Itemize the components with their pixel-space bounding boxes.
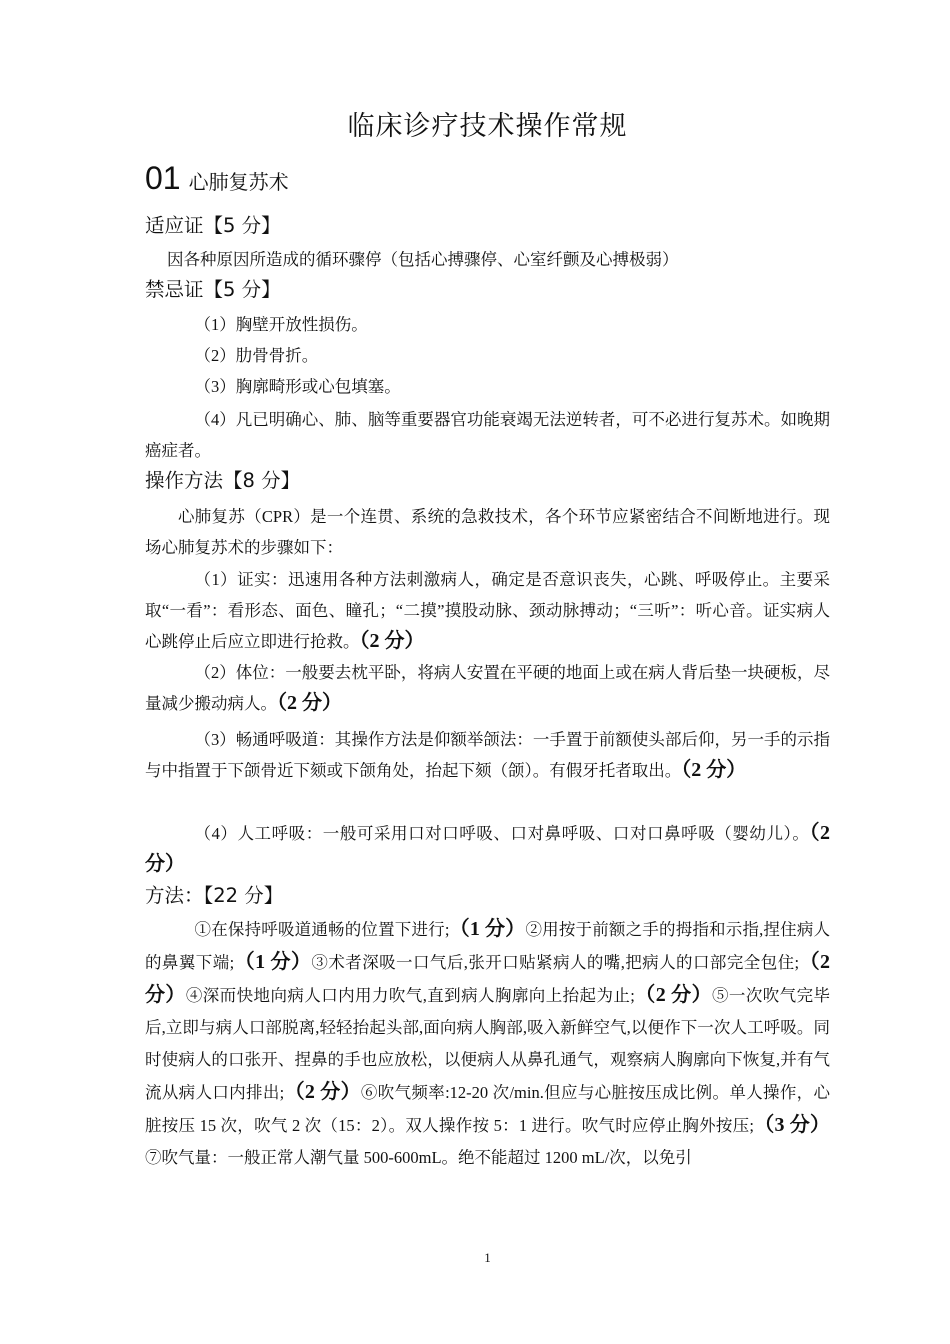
method-step-4	[145, 818, 830, 880]
section-name: 心肺复苏术	[188, 170, 289, 194]
procedure-step-6: ⑥吹气频率:12-20 次/min.但应与心脏按压成比例。单人操作，心脏按压 15 次，吹气 2 次（15：2）。双人操作按 5：1 进行。吹气时应停止胸外按压;	[145, 1083, 830, 1135]
procedure-step-1: ①在保持呼吸道通畅的位置下进行;	[194, 920, 450, 939]
procedure-step-4-score: （2 分）	[634, 984, 712, 1006]
section-header	[145, 160, 289, 197]
method-step-2-text: （2）体位：一般要去枕平卧，将病人安置在平硬的地面上或在病人背后垫一块硬板，尽量减少搬动病人。	[145, 663, 830, 713]
method-step-1-score: （2 分）	[359, 630, 425, 652]
procedure-step-2: ②用按于前额之手的拇指和示指,捏住病人的鼻翼下端;	[145, 920, 831, 972]
method-step-3	[145, 724, 830, 786]
method-step-3-text: （3）畅通呼吸道：其操作方法是仰额举颌法：一手置于前额使头部后仰，另一手的示指与中指置于下颌骨近下颏或下颌角处，抬起下颏（颌）。有假牙托者取出。	[145, 730, 830, 780]
procedure-step-4: ④深而快地向病人口内用力吹气,直到病人胸廓向上抬起为止;	[185, 986, 635, 1005]
contraindication-item-3: （3）胸廓畸形或心包填塞。	[194, 377, 401, 396]
indications-text: 因各种原因所造成的循环骤停（包括心搏骤停、心室纤颤及心搏极弱）	[167, 250, 679, 269]
procedure-step-7: ⑦吹气量：一般正常人潮气量 500-600mL。绝不能超过 1200 mL/次，以免引	[145, 1148, 692, 1167]
method-step-2-score: （2 分）	[277, 692, 342, 714]
procedure-paragraph	[145, 913, 830, 1174]
method-step-1	[145, 564, 830, 657]
contraindication-item-4: （4）凡已明确心、肺、脑等重要器官功能衰竭无法逆转者，可不必进行复苏术。如晚期癌症者。	[145, 410, 830, 460]
contraindication-item-1: （1）胸壁开放性损伤。	[194, 315, 368, 334]
procedure-step-1-score: （1 分）	[449, 918, 526, 940]
method-step-4-text: （4）人工呼吸：一般可采用口对口呼吸、口对鼻呼吸、口对口鼻呼吸（婴幼儿）。	[194, 824, 810, 843]
procedure-step-3: ③术者深吸一口气后,张开口贴紧病人的嘴,把病人的口部完全包住;	[311, 953, 800, 972]
method-step-1-text: （1）证实：迅速用各种方法刺激病人，确定是否意识丧失，心跳、呼吸停止。主要采取“一看”：看形态、面色、瞳孔；“二摸”摸股动脉、颈动脉搏动；“三听”：听心音。证实病人心跳停止后应立即进行抢救。	[145, 570, 830, 651]
procedure-step-3-score: （2 分）	[145, 951, 831, 1006]
method-heading: 操作方法【8 分】	[145, 469, 301, 492]
method-step-3-score: （2 分）	[681, 759, 747, 781]
section-number: 01	[145, 160, 181, 196]
method-intro: 心肺复苏（CPR）是一个连贯、系统的急救技术，各个环节应紧密结合不间断地进行。现场心肺复苏术的步骤如下：	[145, 507, 830, 557]
contraindication-item-2: （2）肋骨骨折。	[194, 346, 319, 365]
method-step-2	[145, 657, 830, 719]
procedure-step-2-score: （1 分）	[234, 951, 312, 973]
procedure-heading: 方法：【22 分】	[145, 884, 284, 907]
page-number: 1	[484, 1250, 491, 1265]
method-step-4-score: （2 分）	[145, 822, 831, 875]
procedure-step-5: ⑤一次吹气完毕后,立即与病人口部脱离,轻轻抬起头部,面向病人胸部,吸入新鲜空气,以便作下一次人工呼吸。同时使病人的口张开、捏鼻的手也应放松，以便病人从鼻孔通气，观察病人胸廓向下恢复,并有气流从病人口内排出;	[145, 986, 831, 1102]
procedure-step-6-score: （3 分）	[753, 1114, 831, 1136]
procedure-step-5-score: （2 分）	[284, 1081, 361, 1103]
document-title: 临床诊疗技术操作常规	[347, 111, 628, 142]
indications-heading: 适应证【5 分】	[145, 214, 281, 237]
contraindications-heading: 禁忌证【5 分】	[145, 278, 281, 301]
